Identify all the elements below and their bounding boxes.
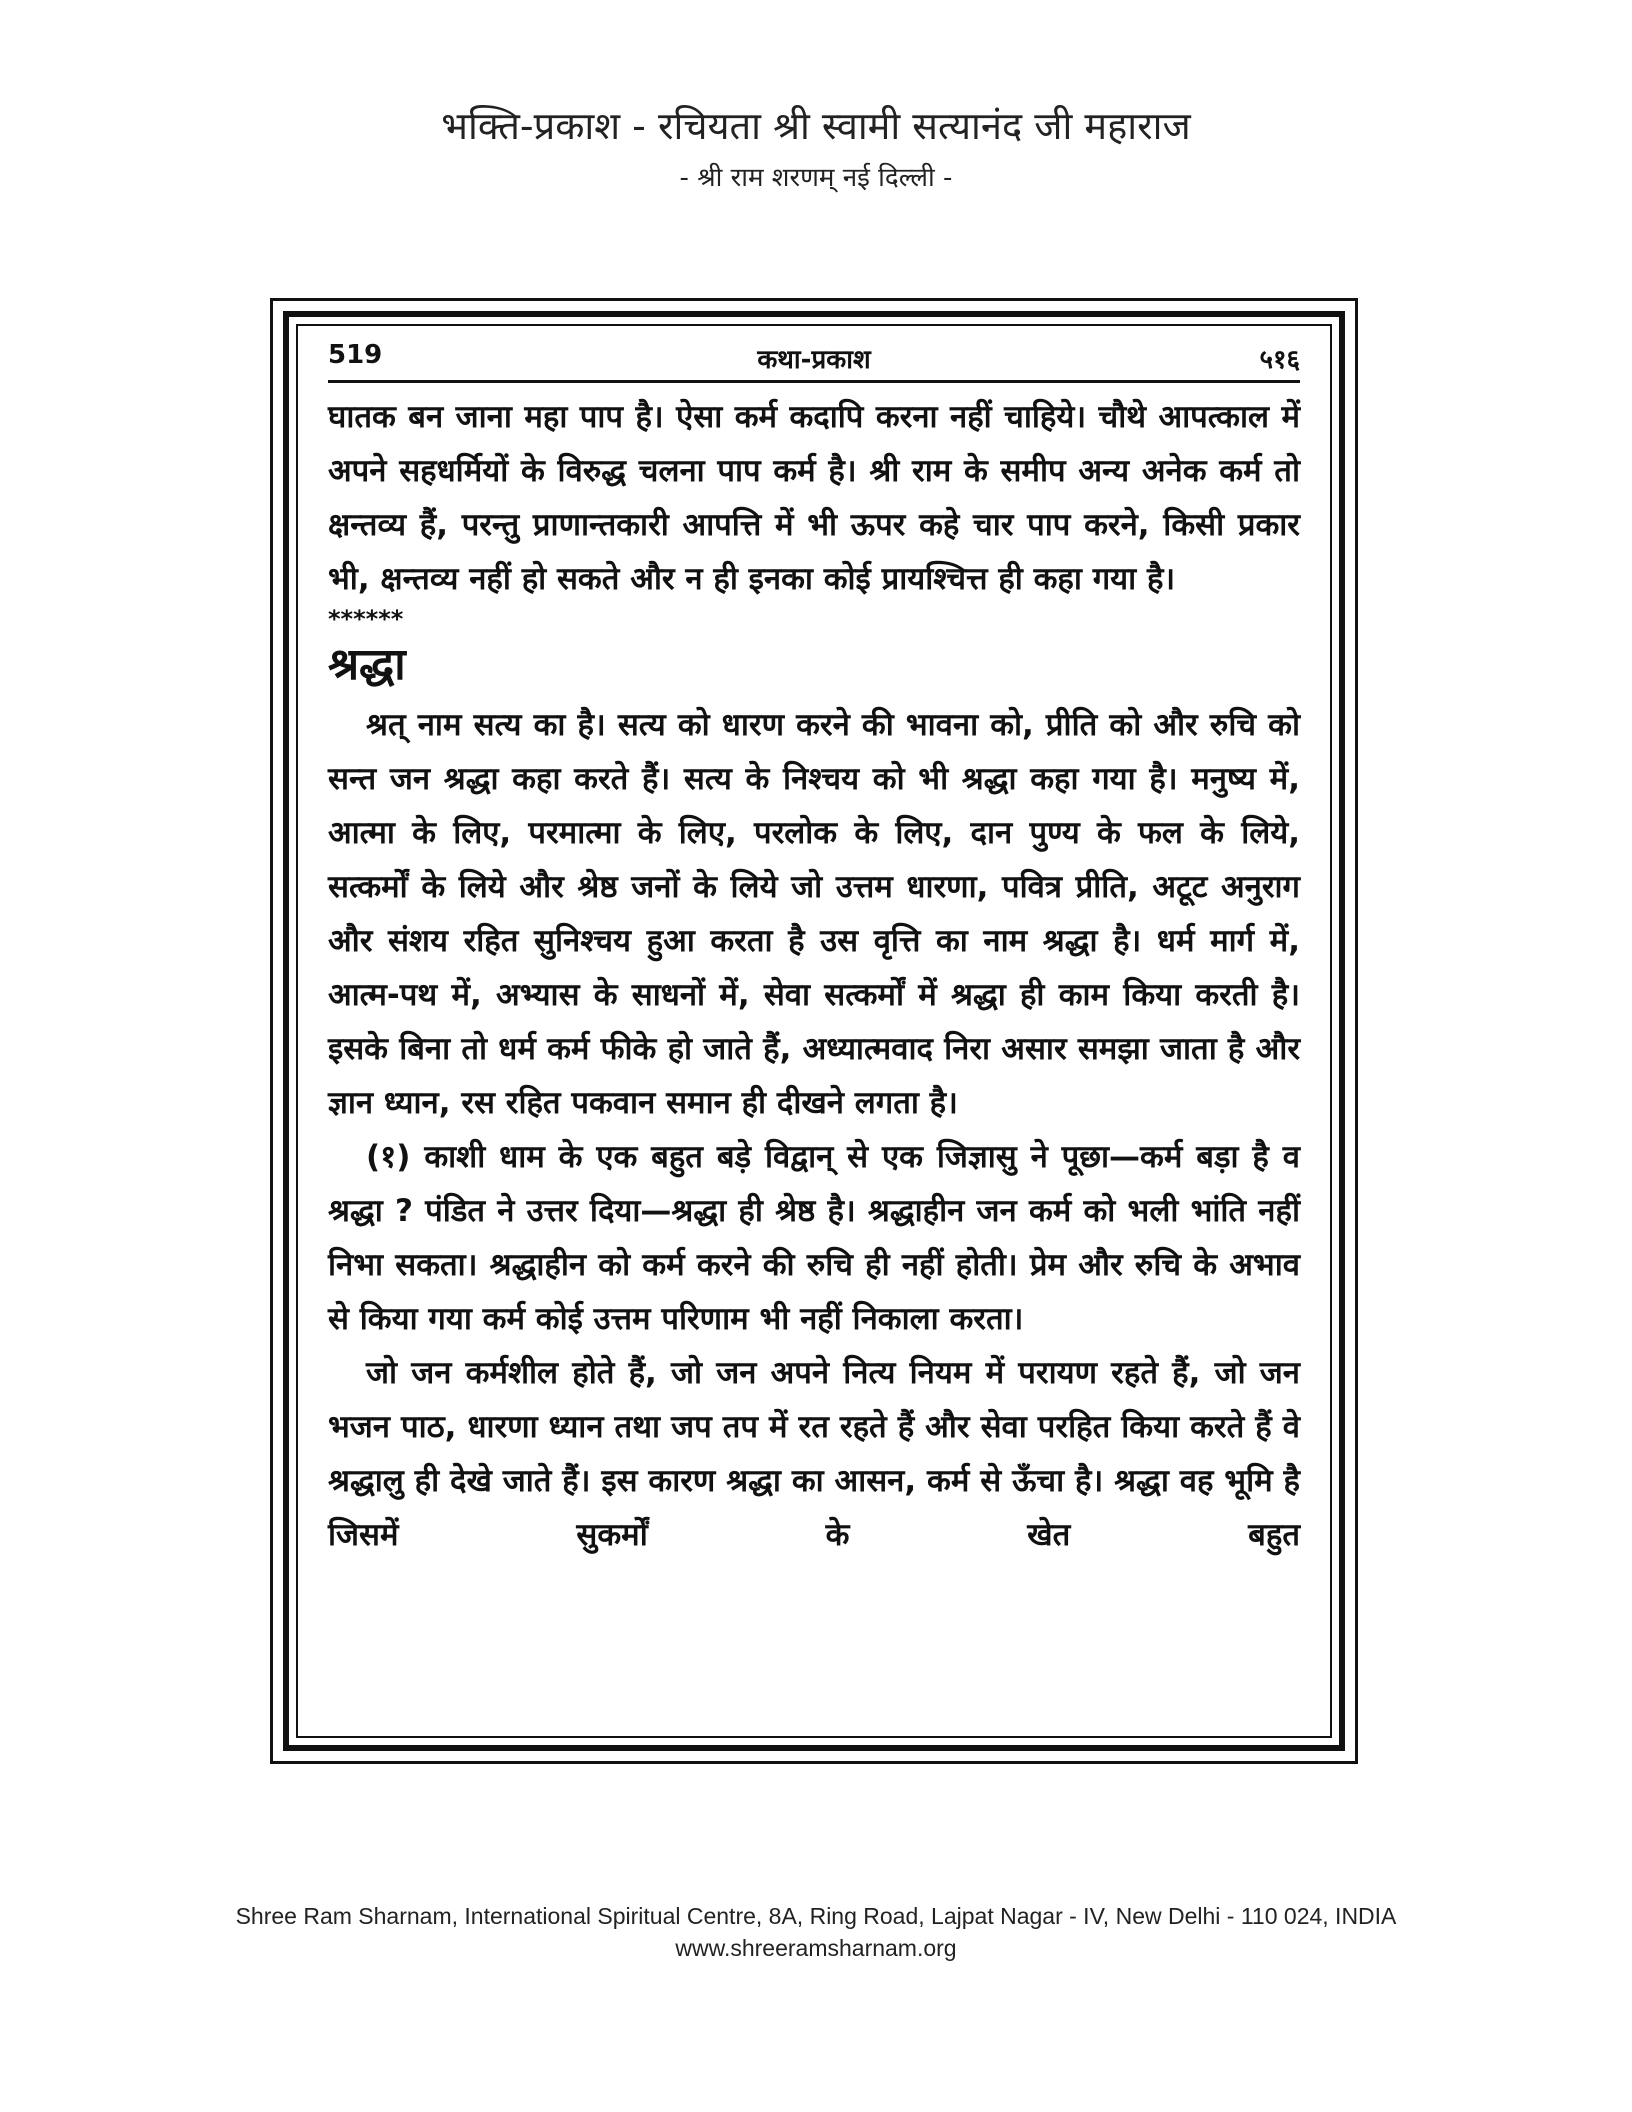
page-number-arabic: 519 <box>328 340 383 370</box>
document-header <box>0 100 1632 200</box>
section-separator: ****** <box>328 605 404 633</box>
paragraph-2: श्रत् नाम सत्य का है। सत्य को धारण करने की भावना को, प्रीति को और रुचि को सन्त जन श्रद्धा कहा करते हैं। सत्य के निश्चय को भी श्रद्धा कहा गया है। मनुष्य में, आत्मा के लिए, परमात्मा के लिए, परलोक के लिए, दान पुण्य के फल के लिये, सत्कर्मों के लिये और श्रेष्ठ जनों के लिये जो उत्तम धारणा, पवित्र प्रीति, अटूट अनुराग और संशय रहित सुनिश्चय हुआ करता है उस वृत्ति का नाम श्रद्धा है। धर्म मार्ग में, आत्म-पथ में, अभ्यास के साधनों में, सेवा सत्कर्मों में श्रद्धा ही काम किया करती है। इसके बिना तो धर्म कर्म फीके हो जाते हैं, अध्यात्मवाद निरा असार समझा जाता है और ज्ञान ध्यान, रस रहित पकवान समान ही दीखने लगता है। <box>328 707 1300 1121</box>
section-heading: श्रद्धा <box>328 639 406 690</box>
paragraph-4: जो जन कर्मशील होते हैं, जो जन अपने नित्य नियम में परायण रहते हैं, जो जन भजन पाठ, धारणा ध्यान तथा जप तप में रत रहते हैं और सेवा परहित किया करते हैं वे श्रद्धालु ही देखे जाते हैं। इस कारण श्रद्धा का आसन, कर्म से ऊँचा है। श्रद्धा वह भूमि है जिसमें सुकर्मों के खेत बहुत <box>328 1355 1300 1553</box>
page-content <box>328 390 1300 1562</box>
chapter-title: कथा-प्रकाश <box>757 345 871 375</box>
book-title: भक्ति-प्रकाश - रचियता श्री स्वामी सत्यानंद जी महाराज <box>441 104 1191 148</box>
footer-address: Shree Ram Sharnam, International Spiritual Centre, 8A, Ring Road, Lajpat Nagar - IV, New Delhi - 110 024, INDIA <box>235 1903 1397 1929</box>
document-footer <box>0 1900 1632 1964</box>
page-running-head <box>328 336 1300 383</box>
page-frame-border <box>283 311 1345 1751</box>
page-frame-inner <box>296 324 1332 1738</box>
page-number-devanagari: ५१६ <box>1259 345 1300 375</box>
page-frame <box>270 298 1358 1764</box>
paragraph-1: घातक बन जाना महा पाप है। ऐसा कर्म कदापि करना नहीं चाहिये। चौथे आपत्काल में अपने सहधर्मियों के विरुद्ध चलना पाप कर्म है। श्री राम के समीप अन्य अनेक कर्म तो क्षन्तव्य हैं, परन्तु प्राणान्तकारी आपत्ति में भी ऊपर कहे चार पाप करने, किसी प्रकार भी, क्षन्तव्य नहीं हो सकते और न ही इनका कोई प्रायश्चित्त ही कहा गया है। <box>328 399 1300 597</box>
footer-website: www.shreeramsharnam.org <box>675 1935 957 1961</box>
paragraph-3: (१) काशी धाम के एक बहुत बड़े विद्वान् से एक जिज्ञासु ने पूछा—कर्म बड़ा है व श्रद्धा ? पंडित ने उत्तर दिया—श्रद्धा ही श्रेष्ठ है। श्रद्धाहीन जन कर्म को भली भांति नहीं निभा सकता। श्रद्धाहीन को कर्म करने की रुचि ही नहीं होती। प्रेम और रुचि के अभाव से किया गया कर्म कोई उत्तम परिणाम भी नहीं निकाला करता। <box>328 1139 1300 1337</box>
publisher-line: - श्री राम शरणम् नई दिल्ली - <box>679 163 953 193</box>
